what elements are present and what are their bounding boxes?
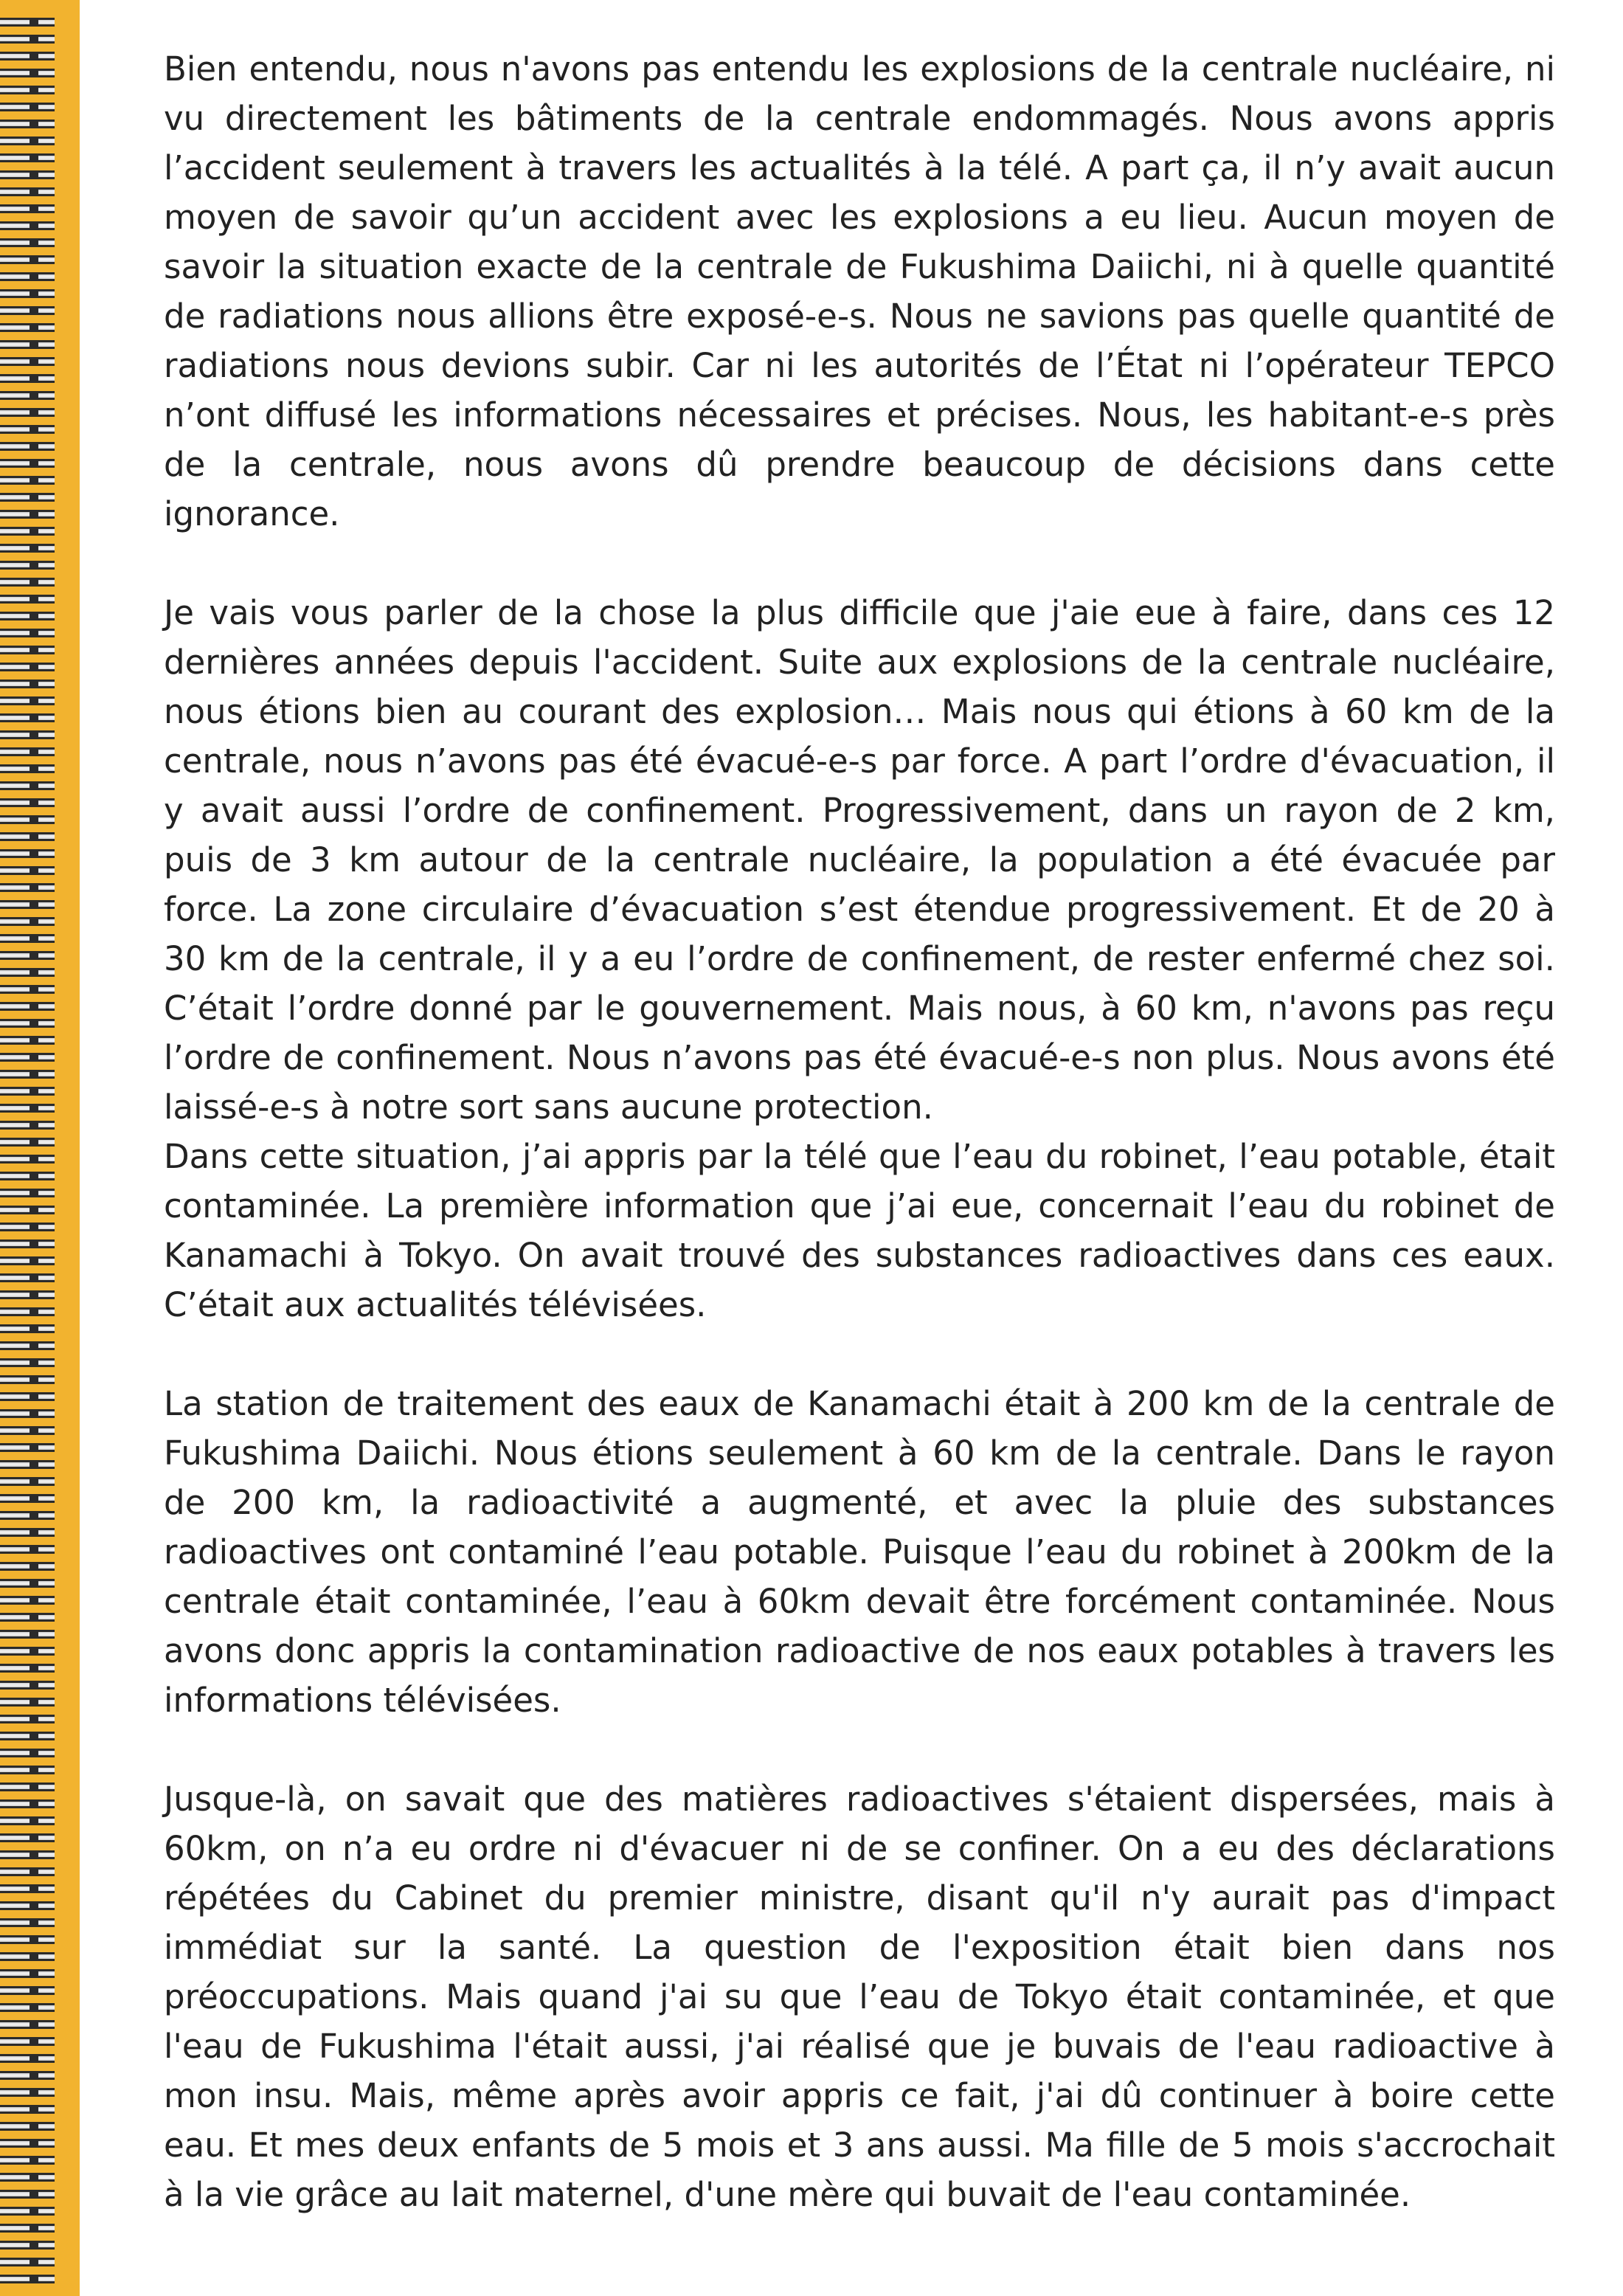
paragraph-1: Bien entendu, nous n'avons pas entendu les explosions de la centrale nucléaire, ni vu directement les bâtiments de la centrale endommagés. Nous avons appris l’accident seulement à travers les actualités à la télé. A part ça, il n’y avait aucun moyen de savoir qu’un accident avec les explosions a eu lieu. Aucun moyen de savoir la situation exacte de la centrale de Fukushima Daiichi, ni à quelle quantité de radiations nous allions être exposé-e-s. Nous ne savions pas quelle quantité de radiations nous devions subir. Car ni les autorités de l’État ni l’opérateur TEPCO n’ont diffusé les informations nécessaires et précises. Nous, les habitant-e-s près de la centrale, nous avons dû prendre beaucoup de décisions dans cette ignorance.: [164, 49, 1555, 533]
spiral-coil-icon: [0, 13, 55, 2286]
paragraph-2: Je vais vous parler de la chose la plus difficile que j'aie eue à faire, dans ces 12 dernières années depuis l'accident. Suite aux explosions de la centrale nucléaire, nous étions bien au courant des explosion… Mais nous qui étions à 60 km de la centrale, nous n’avons pas été évacué-e-s par force. A part l’ordre d'évacuation, il y avait aussi l’ordre de confinement. Progressivement, dans un rayon de 2 km, puis de 3 km autour de la centrale nucléaire, la population a été évacuée par force. La zone circulaire d’évacuation s’est étendue progressivement. Et de 20 à 30 km de la centrale, il y a eu l’ordre de confinement, de rester enfermé chez soi. C’était l’ordre donné par le gouvernement. Mais nous, à 60 km, n'avons pas reçu l’ordre de confinement. Nous n’avons pas été évacué-e-s non plus. Nous avons été laissé-e-s à notre sort sans aucune protection.: [164, 593, 1555, 1127]
paragraph-4: La station de traitement des eaux de Kanamachi était à 200 km de la centrale de Fukushima Daiichi. Nous étions seulement à 60 km de la centrale. Dans le rayon de 200 km, la radioactivité a augmenté, et avec la pluie des substances radioactives ont contaminé l’eau potable. Puisque l’eau du robinet à 200km de la centrale était contaminée, l’eau à 60km devait être forcément contaminée. Nous avons donc appris la contamination radioactive de nos eaux potables à travers les informations télévisées.: [164, 1384, 1555, 1720]
notebook-binding: [0, 0, 80, 2296]
paragraph-5: Jusque-là, on savait que des matières radioactives s'étaient dispersées, mais à 60km, on n’a eu ordre ni d'évacuer ni de se confiner. On a eu des déclarations répétées du Cabinet du premier ministre, disant qu'il n'y aurait pas d'impact immédiat sur la santé. La question de l'exposition était bien dans nos préoccupations. Mais quand j'ai su que l’eau de Tokyo était contaminée, et que l'eau de Fukushima l'était aussi, j'ai réalisé que je buvais de l'eau radioactive à mon insu. Mais, même après avoir appris ce fait, j'ai dû continuer à boire cette eau. Et mes deux enfants de 5 mois et 3 ans aussi. Ma fille de 5 mois s'accrochait à la vie grâce au lait maternel, d'une mère qui buvait de l'eau contaminée.: [164, 1780, 1555, 2214]
document-page: [164, 44, 1555, 2269]
paragraph-3: Dans cette situation, j’ai appris par la télé que l’eau du robinet, l’eau potable, était contaminée. La première information que j’ai eue, concernait l’eau du robinet de Kanamachi à Tokyo. On avait trouvé des substances radioactives dans ces eaux. C’était aux actualités télévisées.: [164, 1137, 1555, 1324]
